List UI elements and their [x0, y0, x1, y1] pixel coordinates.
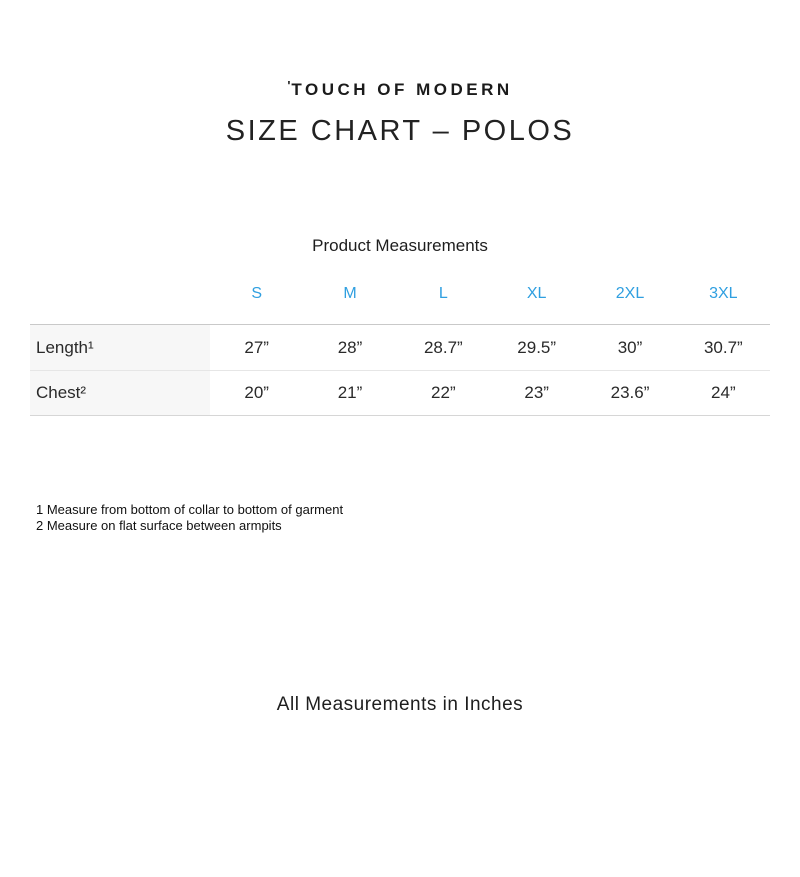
row-label-chest: Chest² — [30, 371, 210, 415]
table-row-chest — [30, 370, 770, 415]
measurement-cell: 22” — [431, 383, 456, 402]
page-title: SIZE CHART – POLOS — [225, 115, 575, 147]
size-table — [30, 286, 770, 416]
measurement-cell: 28” — [337, 337, 363, 357]
size-header-row — [30, 286, 770, 302]
measurement-cell: 21” — [337, 383, 363, 402]
footnote: 1 Measure from bottom of collar to bottom of garment — [36, 502, 344, 517]
size-chart-page — [0, 77, 800, 877]
size-column-header-3xl: 3XL — [709, 285, 738, 302]
measurement-cell: 29.5” — [517, 337, 557, 357]
row-label-length: Length¹ — [30, 325, 210, 370]
size-column-header-xl: XL — [526, 285, 547, 302]
product-measurements-label: Product Measurements — [312, 236, 488, 255]
logo-tick-icon: ' — [287, 78, 291, 93]
size-column-header-l: L — [438, 285, 448, 302]
table-row-length — [30, 325, 770, 370]
footnote: 2 Measure on flat surface between armpits — [36, 518, 282, 533]
measurement-cell: 23.6” — [610, 383, 650, 402]
size-column-header-m: M — [343, 285, 357, 302]
brand-logo — [0, 77, 800, 99]
size-table-body — [30, 324, 770, 416]
footnotes — [0, 502, 800, 534]
measurement-cell: 30.7” — [703, 337, 743, 357]
measurement-cell: 23” — [524, 383, 549, 402]
measurement-cell: 28.7” — [423, 337, 463, 357]
footer-note: All Measurements in Inches — [276, 694, 524, 715]
size-column-header-2xl: 2XL — [615, 285, 645, 302]
measurement-cell: 27” — [244, 337, 269, 357]
brand-logo-text: TOUCH OF MODERN — [291, 80, 513, 99]
measurement-cell: 30” — [617, 337, 643, 357]
measurement-cell: 24” — [711, 383, 736, 402]
size-column-header-s: S — [251, 285, 262, 302]
measurement-cell: 20” — [244, 383, 269, 402]
